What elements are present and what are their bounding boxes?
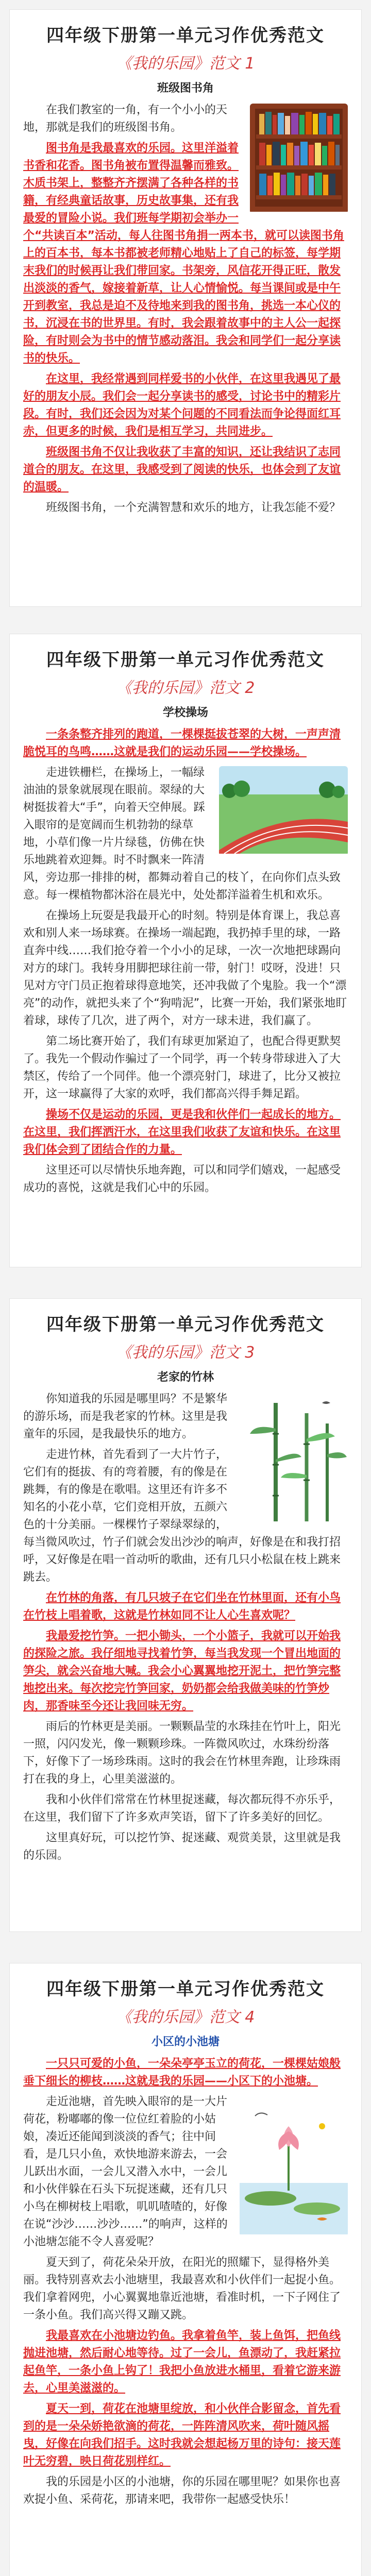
track-illustration [219, 766, 348, 856]
bamboo-icon [245, 1393, 348, 1527]
bookshelf-illustration [250, 104, 348, 214]
essay-3 [9, 1298, 362, 1932]
paragraph: 走进竹林，首先看到了一大片竹子，它们有的挺拔、有的弯着腰，有的像是在跳舞，有的像是在歌唱。这里还有许多不知名的小花小草，它们竞相开放，五颜六色的十分美丽。一棵棵竹子翠绿翠绿的，每当微风吹过，竹子们就会发出沙沙的响声，好像是在和我打招呼，又好像是在唱一首动听的歌曲，还有几只小松鼠在枝上跳来跳去。 [23, 1448, 341, 1584]
paragraph [23, 1589, 348, 1624]
paragraph [23, 2327, 348, 2397]
highlighted-text: 在竹林的角落，有几只坡子在它们坐在竹林里面，还有小鸟在竹枝上唱着歌，这就是竹林如同不让人心生喜欢呢？ [23, 1591, 341, 1622]
section-heading: 老家的竹林 [157, 1371, 214, 1384]
essay-title: 四年级下册第一单元习作优秀范文 [46, 25, 325, 46]
paragraph: 在操场上玩耍是我最开心的时刻。特别是体育课上，我总喜欢和别人来一场球赛。在操场一端起跑，我扔掉手里的球，一路直奔中线……我们抢夺着一个小小的足球，一次一次地把球踢向对方的球门。我转身用脚把球往前一带，射门！哎呀，没进！只见对方守门员正抱着球得意地笑，还冲我做了个鬼脸。我一个“漂亮”的动作，就把头来了个“狗啃泥”，比赛一开始，我们紧张地盯着球，球传了几次，进了两个，对方一球未进，我们赢了。 [23, 909, 347, 1027]
section-heading: 学校操场 [162, 706, 208, 719]
paragraph: 第二场比赛开始了，我们有球更加紧迫了，也配合得更默契了。我先一个假动作骗过了一个同学，再一个转身带球进入了大禁区，传给了一个同伴。他一个漂亮射门，球进了，比分又被拉开，这一球赢得了大家的欢呼，我们都高兴得手舞足蹈。 [23, 1035, 341, 1100]
paragraph: 这里还可以尽情快乐地奔跑，可以和同学们嬉戏，一起感受成功的喜悦，这就是我们心中的乐园。 [23, 1164, 341, 1194]
paragraph: 我的乐园是小区的小池塘，你的乐园在哪里呢？如果你也喜欢捉小鱼、采荷花，那请来吧，我带你一起感受快乐！ [23, 2476, 341, 2506]
essay-4 [9, 1963, 362, 2576]
highlighted-text: 在这里，我经常遇到同样爱书的小伙伴，在这里我遇见了最好的朋友小辰。我们会一起分享读书的感受，讨论书中的精彩片段。有时，我们还会因为对某个问题的不同看法而争论得面红耳赤，但更多的时候，我们是相互学习，共同进步。 [23, 372, 341, 438]
lotus-pond-icon [240, 2095, 348, 2234]
essay-subtitle: 《我的乐园》范文 1 [116, 55, 255, 73]
section-heading: 小区的小池塘 [151, 2036, 220, 2048]
paragraph: 在我们教室的一角，有一个小小的天地，那就是我们的班级图书角。 [23, 104, 228, 134]
highlighted-text: 操场不仅是运动的乐园，更是我和伙伴们一起成长的地方。在这里，我们挥洒汗水，在这里我们收获了友谊和快乐。在这里我们体会到了团结合作的力量。 [23, 1108, 341, 1156]
highlighted-text: 一条条整齐排列的跑道，一棵棵挺拔苍翠的大树，一声声清脆悦耳的鸟鸣……这就是我们的运动乐园——学校操场。 [23, 728, 341, 758]
bamboo-illustration [245, 1393, 348, 1529]
running-track-icon [219, 766, 348, 854]
essay-title: 四年级下册第一单元习作优秀范文 [46, 1979, 325, 1999]
paragraph: 我和小伙伴们常常在竹林里捉迷藏，每次都玩得不亦乐乎，在这里，我们留下了许多欢声笑语，留下了许多美好的回忆。 [23, 1793, 341, 1824]
paragraph [23, 2055, 348, 2090]
essay-subtitle: 《我的乐园》范文 2 [116, 679, 255, 697]
paragraph [23, 444, 348, 496]
paragraph: 走近池塘，首先映入眼帘的是一大片荷花，粉嘟嘟的像一位位红着脸的小姑娘，凑近还能闻到淡淡的香气；往中间看，是几只小鱼，欢快地游来游去，一会儿跃出水面，一会儿又潜入水中，一会儿和小伙伴躲在石头下玩捉迷藏，还有几只小鸟在柳树枝上唱歌，叽叽喳喳的，好像在说“沙沙……沙沙……”的响声，这样的小池塘怎能不令人喜爱呢？ [23, 2095, 228, 2248]
highlighted-text: 我最爱挖竹笋。一把小锄头，一个小篮子，我就可以开始我的探险之旅。我仔细地寻找着竹笋，每当我发现一个冒出地面的笋尖，就会兴奋地大喊。我会小心翼翼地挖开泥土，把竹笋完整地挖出来。每次挖完竹笋回家，奶奶都会给我做美味的竹笋炒肉，那香味至今还让我回味无穷。 [23, 1630, 341, 1713]
essay-2 [9, 634, 362, 1267]
highlighted-text: 夏天一到，荷花在池塘里绽放，和小伙伴合影留念，首先看到的是一朵朵娇艳欲滴的荷花，一阵阵清风吹来，荷叶随风摇曳，好像在向我们招手。这时我就会想起杨万里的诗句：接天莲叶无穷碧，映日荷花别样红。 [23, 2402, 341, 2468]
paragraph: 走进铁栅栏，在操场上，一幅绿油油的景象就展现在眼前。翠绿的大树挺拔着大“手”，向着天空伸展。踩入眼帘的是宽阔而生机勃勃的绿草地，小草们像一片片绿毯，仿佛在快乐地跳着欢迎舞。时不时飘来一阵清风，旁边那一排排的树，都舞动着自己的枝丫，在向你们点头致意。每一棵植物都沐浴在晨光中，处处都洋溢着生机和欢乐。 [23, 766, 341, 902]
paragraph: 这里真好玩，可以挖竹笋、捉迷藏、观赏美景，这里就是我的乐园。 [23, 1832, 341, 1862]
paragraph [23, 726, 348, 761]
essay-title: 四年级下册第一单元习作优秀范文 [46, 1314, 325, 1335]
paragraph: 夏天到了，荷花朵朵开放，在阳光的照耀下，显得格外美丽。我特别喜欢去小池塘里，我最喜欢和小伙伴们一起捉小鱼。我们拿着网兜，小心翼翼地靠近池塘，看准时机，一下子网住了一条小鱼。我们高兴得又蹦又跳。 [23, 2256, 341, 2321]
essay-subtitle: 《我的乐园》范文 3 [116, 1344, 255, 1362]
paragraph [23, 1628, 348, 1715]
essay-title: 四年级下册第一单元习作优秀范文 [46, 650, 325, 670]
section-heading: 班级图书角 [157, 82, 214, 95]
highlighted-text: 班级图书角不仅让我收获了丰富的知识，还让我结识了志同道合的朋友。在这里，我感受到了阅读的快乐，也体会到了友谊的温暖。 [23, 446, 341, 494]
highlighted-text: 一只只可爱的小鱼，一朵朵亭亭玉立的荷花，一棵棵姑娘般垂下细长的柳枝……这就是我的乐园——小区下的小池塘。 [23, 2057, 341, 2088]
paragraph [23, 370, 348, 440]
essay-subtitle: 《我的乐园》范文 4 [116, 2008, 255, 2026]
paragraph [23, 2400, 348, 2470]
paragraph [23, 1106, 348, 1159]
bookshelf-icon [250, 104, 348, 212]
paragraph: 雨后的竹林更是美丽。一颗颗晶莹的水珠挂在竹叶上，阳光一照，闪闪发光，像一颗颗珍珠。一阵微风吹过，水珠纷纷落下，好像下了一场珍珠雨。这时的我会在竹林里奔跑，让珍珠雨打在我的身上，心里美滋滋的。 [23, 1720, 341, 1786]
highlighted-text: 我最喜欢在小池塘边钓鱼。我拿着鱼竿，装上鱼饵，把鱼线抛进池塘，然后耐心地等待。过了一会儿，鱼漂动了，我赶紧拉起鱼竿，一条小鱼上钩了！我把小鱼放进水桶里，看着它游来游去，心里美滋滋的。 [23, 2329, 341, 2395]
paragraph: 班级图书角，一个充满智慧和欢乐的地方，让我怎能不爱？ [46, 501, 341, 514]
pond-illustration [240, 2095, 348, 2236]
essay-1 [9, 9, 362, 607]
paragraph: 你知道我的乐园是哪里吗？不是繁华的游乐场，而是我老家的竹林。这里是我童年的乐园，是我最快乐的地方。 [23, 1393, 228, 1440]
highlighted-text: 图书角是我最喜欢的乐园。这里洋溢着书香和花香。图书角被布置得温馨而雅致。木质书架上，整整齐齐摆满了各种各样的书籍，有经典童话故事，历史故事集，还有我最爱的冒险小说。我们班每学期初会举办一个“共读百本”活动，每人往图书角捐一两本书，就可以读图书角上的百本书，每本书都被老师精心地贴上了自己的标签，每学期末我们的时候再让我们带回家。书架旁，风信花开得正旺，散发出淡淡的香气，嫁接着新草，让人心情愉悦。每当课间或是中午开到教室，我总是迫不及待地来到我的图书角，挑选一本心仪的书，沉浸在书的世界里。有时，我会跟着故事中的主人公一起探险，有时则会为书中的情节感动落泪。我会和同学们一起分享读书的快乐。 [23, 142, 344, 365]
